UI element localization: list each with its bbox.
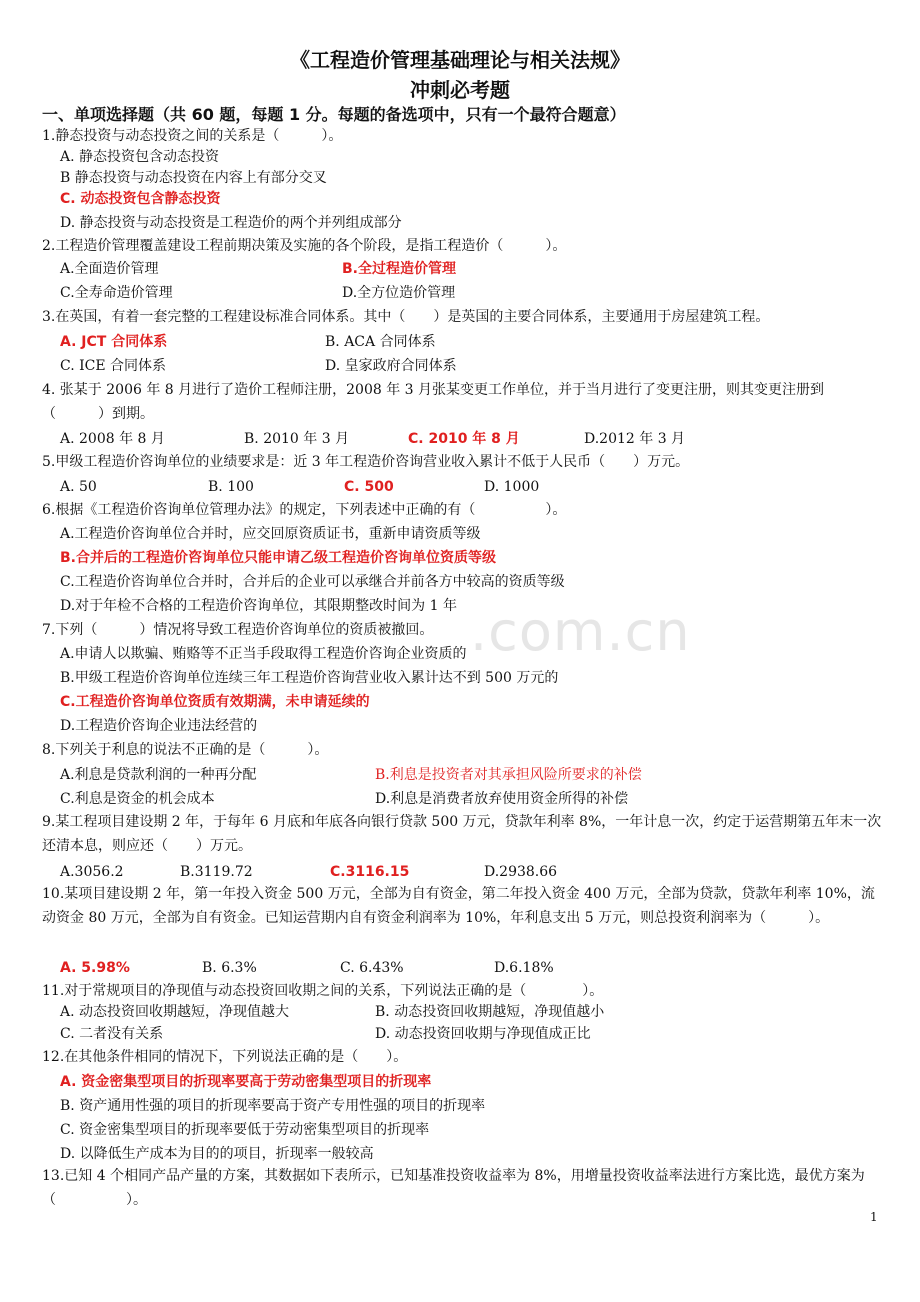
- q9-option-b: B.3119.72: [180, 864, 253, 880]
- question-8: 8.下列关于利息的说法不正确的是（ ）。: [42, 742, 329, 758]
- q1-option-a: A. 静态投资包含动态投资: [60, 149, 220, 165]
- q1-option-d: D. 静态投资与动态投资是工程造价的两个并列组成部分: [60, 215, 402, 231]
- q2-option-c: C.全寿命造价管理: [60, 285, 173, 301]
- q6-option-c: C.工程造价咨询单位合并时，合并后的企业可以承继合并前各方中较高的资质等级: [60, 574, 565, 590]
- q10-option-a-answer: A. 5.98%: [60, 960, 130, 976]
- q1-option-c-answer: C. 动态投资包含静态投资: [60, 191, 221, 207]
- q10-option-c: C. 6.43%: [340, 960, 404, 976]
- q7-option-d: D.工程造价咨询企业违法经营的: [60, 718, 258, 734]
- question-4: 4. 张某于 2006 年 8 月进行了造价工程师注册，2008 年 3 月张某变更工作单位，并于当月进行了变更注册，则其变更注册到（ ）到期。: [42, 382, 825, 422]
- watermark: .com.cn: [470, 600, 691, 663]
- q9-option-a: A.3056.2: [60, 864, 124, 880]
- q12-option-a-answer: A. 资金密集型项目的折现率要高于劳动密集型项目的折现率: [60, 1074, 432, 1090]
- q9-option-c-answer: C.3116.15: [330, 864, 410, 880]
- q8-option-a: A.利息是贷款利润的一种再分配: [60, 767, 257, 783]
- q5-option-b: B. 100: [208, 479, 254, 495]
- q5-option-a: A. 50: [60, 479, 97, 495]
- q11-option-b: B. 动态投资回收期越短，净现值越小: [375, 1004, 605, 1020]
- question-13: 13.已知 4 个相同产品产量的方案，其数据如下表所示，已知基准投资收益率为 8%，用增量投资收益率法进行方案比选，最优方案为（ ）。: [42, 1168, 865, 1208]
- question-2: 2.工程造价管理覆盖建设工程前期决策及实施的各个阶段，是指工程造价（ ）。: [42, 238, 567, 254]
- q8-option-d: D.利息是消费者放弃使用资金所得的补偿: [375, 791, 629, 807]
- document-title: 《工程造价管理基础理论与相关法规》: [290, 48, 630, 72]
- q4-option-b: B. 2010 年 3 月: [244, 431, 350, 447]
- question-11: 11.对于常规项目的净现值与动态投资回收期之间的关系，下列说法正确的是（ ）。: [42, 983, 604, 999]
- section-heading: 一、单项选择题（共 60 题，每题 1 分。每题的备选项中，只有一个最符合题意）: [42, 105, 626, 124]
- q10-option-d: D.6.18%: [494, 960, 554, 976]
- document-subtitle: 冲刺必考题: [410, 78, 510, 102]
- question-5: 5.甲级工程造价咨询单位的业绩要求是：近 3 年工程造价咨询营业收入累计不低于人民币（ ）万元。: [42, 454, 690, 470]
- q12-option-c: C. 资金密集型项目的折现率要低于劳动密集型项目的折现率: [60, 1122, 430, 1138]
- q7-option-c-answer: C.工程造价咨询单位资质有效期满，未申请延续的: [60, 694, 370, 710]
- q11-option-c: C. 二者没有关系: [60, 1026, 164, 1042]
- question-9: 9.某工程项目建设期 2 年，于每年 6 月底和年底各向银行贷款 500 万元，贷款年利率 8%，一年计息一次，约定于运营期第五年末一次还清本息，则应还（ ）万元。: [42, 814, 882, 854]
- q2-option-d: D.全方位造价管理: [342, 285, 456, 301]
- q6-option-b-answer: B.合并后的工程造价咨询单位只能申请乙级工程造价咨询单位资质等级: [60, 550, 496, 566]
- question-3: 3.在英国，有着一套完整的工程建设标准合同体系。其中（ ）是英国的主要合同体系，主要通用于房屋建筑工程。: [42, 309, 770, 325]
- q5-option-d: D. 1000: [484, 479, 540, 495]
- q4-option-c-answer: C. 2010 年 8 月: [408, 431, 520, 447]
- q8-option-c: C.利息是资金的机会成本: [60, 791, 215, 807]
- question-7: 7.下列（ ）情况将导致工程造价咨询单位的资质被撤回。: [42, 622, 434, 638]
- question-10: 10.某项目建设期 2 年，第一年投入资金 500 万元，全部为自有资金，第二年投入资金 400 万元，全部为贷款，贷款年利率 10%，流动资金 80 万元，全部为自有资金。已知运营期内自有资金利润率为 10%，年利息支出 5 万元，则总投资利润率为（ ）。: [42, 886, 875, 926]
- q2-option-a: A.全面造价管理: [60, 261, 159, 277]
- q4-option-a: A. 2008 年 8 月: [60, 431, 165, 447]
- q3-option-d: D. 皇家政府合同体系: [325, 358, 457, 374]
- q10-option-b: B. 6.3%: [202, 960, 257, 976]
- question-12: 12.在其他条件相同的情况下，下列说法正确的是（ ）。: [42, 1049, 408, 1065]
- page-number: 1: [870, 1210, 878, 1224]
- q1-option-b: B 静态投资与动态投资在内容上有部分交叉: [60, 170, 327, 186]
- q12-option-b: B. 资产通用性强的项目的折现率要高于资产专用性强的项目的折现率: [60, 1098, 486, 1114]
- q4-option-d: D.2012 年 3 月: [584, 431, 686, 447]
- q6-option-a: A.工程造价咨询单位合并时，应交回原资质证书，重新申请资质等级: [60, 526, 481, 542]
- q3-option-a-answer: A. JCT 合同体系: [60, 334, 168, 350]
- q12-option-d: D. 以降低生产成本为目的的项目，折现率一般较高: [60, 1146, 374, 1162]
- q7-option-a: A.申请人以欺骗、贿赂等不正当手段取得工程造价咨询企业资质的: [60, 646, 467, 662]
- question-1: 1.静态投资与动态投资之间的关系是（ ）。: [42, 128, 343, 144]
- q8-option-b-answer: B.利息是投资者对其承担风险所要求的补偿: [375, 767, 642, 783]
- q11-option-d: D. 动态投资回收期与净现值成正比: [375, 1026, 591, 1042]
- question-6: 6.根据《工程造价咨询单位管理办法》的规定，下列表述中正确的有（ ）。: [42, 502, 567, 518]
- q3-option-b: B. ACA 合同体系: [325, 334, 436, 350]
- q7-option-b: B.甲级工程造价咨询单位连续三年工程造价咨询营业收入累计达不到 500 万元的: [60, 670, 559, 686]
- q9-option-d: D.2938.66: [484, 864, 558, 880]
- q3-option-c: C. ICE 合同体系: [60, 358, 167, 374]
- q11-option-a: A. 动态投资回收期越短，净现值越大: [60, 1004, 290, 1020]
- q2-option-b-answer: B.全过程造价管理: [342, 261, 456, 277]
- q6-option-d: D.对于年检不合格的工程造价咨询单位，其限期整改时间为 1 年: [60, 598, 457, 614]
- q5-option-c-answer: C. 500: [344, 479, 394, 495]
